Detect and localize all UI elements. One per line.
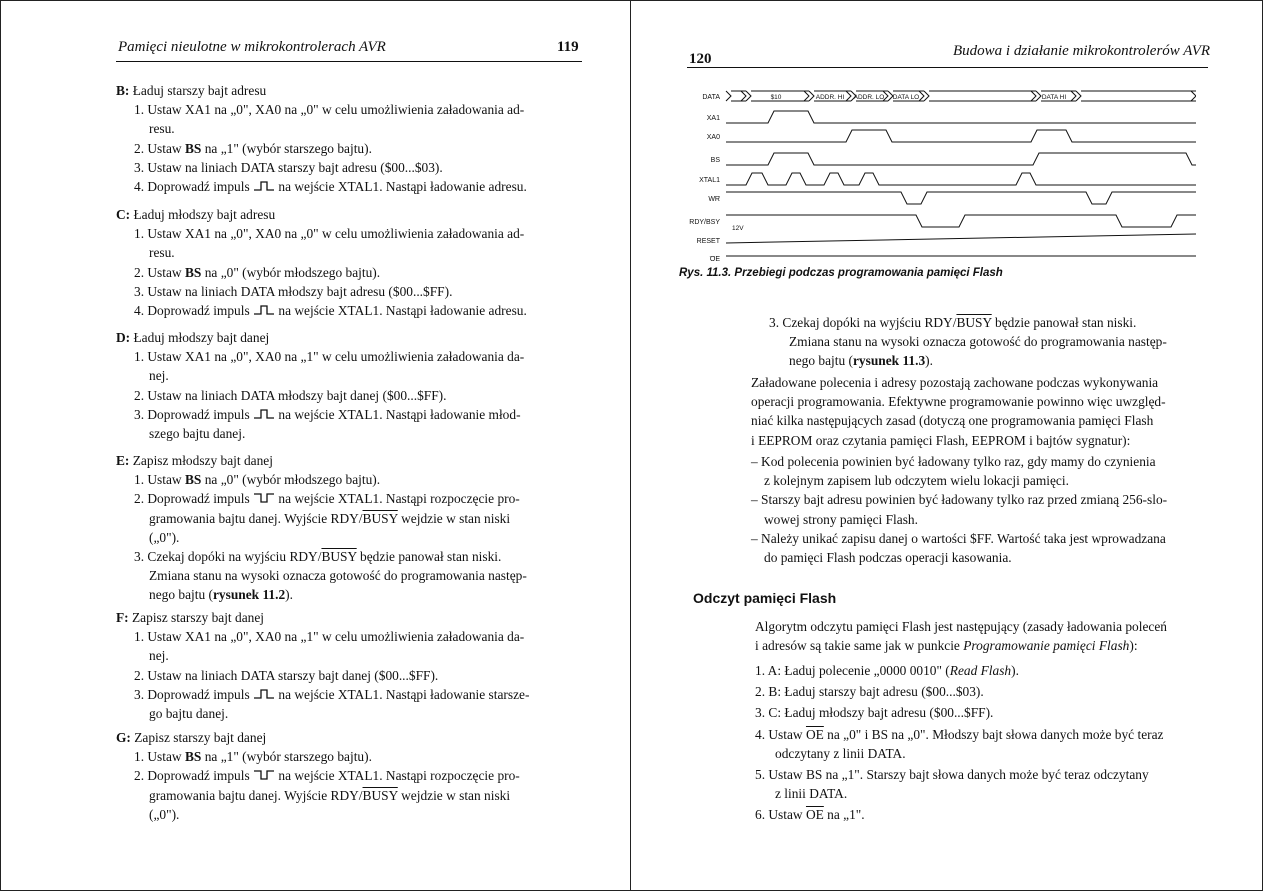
item-number: 3. <box>134 406 148 422</box>
header-rule <box>687 67 1208 68</box>
list-item <box>116 747 584 766</box>
item-number: 2. <box>134 387 148 403</box>
item-text: Czekaj dopóki na wyjściu RDY/BUSY będzie panował stan niski. <box>147 549 502 565</box>
item-number: 2. <box>134 768 148 784</box>
signal-label: BS <box>710 157 720 164</box>
section-letter: D: <box>116 330 131 345</box>
section-letter: F: <box>116 610 129 625</box>
section-title-text: Zapisz starszy bajt danej <box>132 610 264 625</box>
list-item <box>116 224 584 262</box>
negative-pulse-icon <box>253 492 275 504</box>
item-text: Ustaw na liniach DATA starszy bajt danej ($00...$FF). <box>147 667 439 683</box>
item-text-after-pulse: na wejście XTAL1. Nastąpi ładowanie adresu. <box>278 303 527 319</box>
item-continuation: z linii DATA. <box>775 786 848 802</box>
right-page <box>630 0 1263 891</box>
item-text: Doprowadź impuls <box>147 686 250 702</box>
list-item <box>755 805 1221 824</box>
item-continuation: („0"). <box>149 806 180 822</box>
data-bus-edge <box>804 91 809 101</box>
left-page <box>0 0 631 891</box>
list-item <box>116 282 584 301</box>
list-item <box>116 547 584 605</box>
item-text: Doprowadź impuls <box>147 179 250 195</box>
bullet-continuation: do pamięci Flash podczas operacji kasowania. <box>764 550 1012 566</box>
item-text: na „0" i BS na „0". Młodszy bajt słowa danych może być teraz <box>823 726 1164 742</box>
list-item <box>116 470 584 489</box>
item-number: 1. <box>134 472 148 488</box>
section-title-text: Zapisz młodszy bajt danej <box>132 453 273 468</box>
section-title-text: Ładuj młodszy bajt adresu <box>133 207 276 222</box>
bullet-list <box>751 452 1221 567</box>
item-number: 1. <box>134 226 148 242</box>
signal-label: DATA <box>702 94 720 101</box>
paragraph <box>755 617 1221 655</box>
left-running-title: Pamięci nieulotne w mikrokontrolerach AVR <box>118 39 386 55</box>
item-text-after-pulse: na wejście XTAL1. Nastąpi rozpoczęcie pro- <box>278 768 520 784</box>
paragraph-line: ): <box>1129 638 1138 654</box>
item-text: Ustaw XA1 na „0", XA0 na „1" w celu umożliwienia załadowania da- <box>147 349 525 365</box>
signal-label: OE <box>709 256 720 262</box>
section-title <box>116 205 584 224</box>
item-text-after-pulse: na wejście XTAL1. Nastąpi ładowanie adresu. <box>278 179 527 195</box>
item-text: C: Ładuj młodszy bajt adresu ($00...$FF). <box>768 705 994 721</box>
bullet-continuation: z kolejnym zapisem lub odczytem wielu lokacji pamięci. <box>764 473 1069 489</box>
item-number: 4. <box>134 303 148 319</box>
item-number: 2. <box>755 684 769 700</box>
data-bus-edge <box>1031 91 1036 101</box>
bullet-item <box>751 490 1221 528</box>
instruction-section <box>116 451 584 605</box>
emphasis: Programowanie pamięci Flash <box>963 638 1130 654</box>
list-item <box>116 263 584 282</box>
item-number: 2. <box>134 491 148 507</box>
list-item <box>116 177 584 196</box>
data-bus-edge <box>1071 91 1076 101</box>
list-item <box>116 489 584 547</box>
section-letter: C: <box>116 207 131 222</box>
item-text: na „1". <box>823 807 865 823</box>
read-flash-steps <box>755 661 1221 827</box>
section-title-text: Ładuj młodszy bajt danej <box>133 330 270 345</box>
data-bus-edge <box>846 91 851 101</box>
header-rule <box>116 61 582 62</box>
data-bus-edge <box>809 91 814 101</box>
section-title <box>116 451 584 470</box>
section-letter: G: <box>116 730 131 745</box>
item-continuation: resu. <box>149 121 175 137</box>
item-continuation: nego bajtu (rysunek 11.2). <box>149 587 293 603</box>
item-text: Ustaw BS na „0" (wybór młodszego bajtu). <box>147 472 381 488</box>
rdy-bsy-waveform <box>726 215 1196 227</box>
item-continuation: resu. <box>149 245 175 261</box>
right-running-title: Budowa i działanie mikrokontrolerów AVR <box>953 43 1211 59</box>
signal-label: WR <box>708 196 720 203</box>
data-bus-label: ADDR. LO <box>853 94 885 101</box>
item-text: Ustaw XA1 na „0", XA0 na „1" w celu umożliwienia załadowania da- <box>147 629 525 645</box>
bs-waveform <box>726 153 1196 165</box>
negative-pulse-icon <box>253 769 275 781</box>
item-number: 3. <box>134 686 148 702</box>
item-number: 3. <box>134 549 148 565</box>
item-continuation: („0"). <box>149 529 180 545</box>
item-text: Doprowadź impuls <box>147 303 250 319</box>
item-text: B: Ładuj starszy bajt adresu ($00...$03). <box>768 684 984 700</box>
item-number: 1. <box>134 629 148 645</box>
item-number: 4. <box>134 179 148 195</box>
data-bus-edge <box>726 91 731 101</box>
item-number: 1. <box>755 663 768 678</box>
section-title <box>116 81 584 100</box>
data-bus-edge <box>924 91 929 101</box>
item-text: Ustaw XA1 na „0", XA0 na „0" w celu umożliwienia załadowania ad- <box>147 102 525 118</box>
left-page-number: 119 <box>557 39 579 55</box>
section-title <box>116 328 584 347</box>
item-number: 3. <box>755 705 769 721</box>
item-number: 1. <box>134 349 148 365</box>
item-continuation: gramowania bajtu danej. Wyjście RDY/BUSY wejdzie w stan niski <box>149 787 511 803</box>
bullet-text: – Należy unikać zapisu danej o wartości $FF. Wartość taka jest wprowadzana <box>751 530 1166 546</box>
item-number: 3. <box>769 315 783 330</box>
item-text: Ustaw na liniach DATA starszy bajt adresu ($00...$03). <box>147 159 443 175</box>
list-item <box>116 158 584 177</box>
item-continuation: go bajtu danej. <box>149 706 229 722</box>
instruction-section <box>116 728 584 824</box>
section-subheading: Odczyt pamięci Flash <box>693 590 837 606</box>
item-number: 6. <box>755 807 769 823</box>
list-item <box>755 703 1221 722</box>
item-text: Doprowadź impuls <box>147 491 250 507</box>
list-item <box>755 765 1221 803</box>
item-text-after-pulse: na wejście XTAL1. Nastąpi ładowanie młod- <box>278 406 521 422</box>
item-text: Ustaw na liniach DATA młodszy bajt adresu ($00...$FF). <box>147 283 453 299</box>
data-bus-edge <box>1076 91 1081 101</box>
list-item <box>116 386 584 405</box>
data-bus-label: DATA LO <box>892 94 920 101</box>
paragraph-line: i adresów są takie same jak w punkcie <box>755 638 964 654</box>
paragraph <box>751 373 1221 450</box>
item-continuation: Zmiana stanu na wysoki oznacza gotowość do programowania następ- <box>149 568 527 584</box>
xa0-waveform <box>726 130 1196 142</box>
positive-pulse-icon <box>253 408 275 420</box>
item-text: Ustaw na liniach DATA młodszy bajt danej ($00...$FF). <box>147 387 447 403</box>
list-item <box>116 405 584 443</box>
step-3-continued <box>769 313 1209 371</box>
item-text-after-pulse: na wejście XTAL1. Nastąpi ładowanie starsze- <box>278 686 530 702</box>
item-continuation: Zmiana stanu na wysoki oznacza gotowość do programowania następ- <box>789 334 1167 350</box>
figure-caption: Rys. 11.3. Przebiegi podczas programowania pamięci Flash <box>679 267 1003 279</box>
right-page-number: 120 <box>689 51 712 67</box>
item-number: 2. <box>134 667 148 683</box>
item-continuation: nego bajtu (rysunek 11.3). <box>789 353 933 369</box>
list-item <box>116 301 584 320</box>
section-title-text: Zapisz starszy bajt danej <box>134 730 267 745</box>
item-text: Ustaw BS na „0" (wybór młodszego bajtu). <box>147 264 381 280</box>
positive-pulse-icon <box>253 304 275 316</box>
data-bus-label: ADDR. HI <box>815 94 845 101</box>
item-text: Ustaw BS na „1" (wybór starszego bajtu). <box>147 749 372 765</box>
item-continuation: szego bajtu danej. <box>149 426 246 442</box>
xa1-waveform <box>726 111 1196 123</box>
bullet-text: – Starszy bajt adresu powinien być ładowany tylko raz przed zmianą 256-slo- <box>751 492 1168 508</box>
section-title <box>116 728 584 747</box>
item-text: ). <box>1011 663 1019 678</box>
signal-label: RESET <box>696 238 720 245</box>
bullet-item <box>751 529 1221 567</box>
item-number: 3. <box>134 159 148 175</box>
indent <box>769 334 1167 349</box>
list-item <box>116 766 584 824</box>
xtal1-waveform <box>726 173 1196 185</box>
bullet-item <box>751 452 1221 490</box>
list-item <box>755 725 1221 763</box>
reset-waveform <box>726 234 1196 243</box>
instruction-section <box>116 328 584 443</box>
instruction-section <box>116 205 584 320</box>
overlined-signal: $\overline{OE}$ <box>805 807 824 823</box>
positive-pulse-icon <box>253 688 275 700</box>
overlined-signal: $\overline{OE}$ <box>805 726 824 742</box>
item-text: Ustaw <box>768 726 806 742</box>
item-number: 2. <box>134 264 148 280</box>
list-item <box>116 347 584 385</box>
item-text: Ustaw BS na „1" (wybór starszego bajtu). <box>147 140 372 156</box>
item-continuation: gramowania bajtu danej. Wyjście RDY/BUSY wejdzie w stan niski <box>149 510 511 526</box>
item-continuation: odczytany z linii DATA. <box>775 745 906 761</box>
item-text: Ustaw BS na „1". Starszy bajt słowa danych może być teraz odczytany <box>768 767 1149 783</box>
item-text: A: Ładuj polecenie „0000 0010" ( <box>767 663 950 678</box>
list-item <box>116 666 584 685</box>
bullet-continuation: wowej strony pamięci Flash. <box>764 511 918 527</box>
instruction-section <box>116 608 584 723</box>
signal-label: XTAL1 <box>699 177 720 184</box>
item-text: Ustaw XA1 na „0", XA0 na „0" w celu umożliwienia załadowania ad- <box>147 226 525 242</box>
positive-pulse-icon <box>253 180 275 192</box>
data-bus-edge <box>1036 91 1041 101</box>
section-letter: E: <box>116 453 130 468</box>
signal-label: XA1 <box>706 115 720 122</box>
item-text: Ustaw <box>768 807 806 823</box>
data-bus-edge <box>746 91 751 101</box>
section-letter: B: <box>116 83 130 98</box>
item-text: Doprowadź impuls <box>147 406 250 422</box>
instruction-section <box>116 81 584 196</box>
section-title-text: Ładuj starszy bajt adresu <box>132 83 267 98</box>
item-text: Czekaj dopóki na wyjściu RDY/BUSY będzie panował stan niski. <box>782 315 1137 330</box>
item-number: 1. <box>134 749 148 765</box>
emphasis: Read Flash <box>949 663 1012 678</box>
list-item <box>116 139 584 158</box>
data-bus-edge <box>1191 91 1196 101</box>
signal-label: RDY/BSY <box>689 219 720 226</box>
data-bus-label: $10 <box>770 94 782 101</box>
data-bus-edge <box>919 91 924 101</box>
item-continuation: nej. <box>149 368 169 384</box>
wr-waveform <box>726 192 1196 204</box>
indent <box>769 353 933 368</box>
paragraph-line: operacji programowania. Efektywne programowanie powinno więc uwzględ- <box>751 394 1166 410</box>
item-number: 5. <box>755 767 769 783</box>
bullet-text: – Kod polecenia powinien być ładowany tylko raz, gdy mamy do czynienia <box>751 454 1156 469</box>
item-text-after-pulse: na wejście XTAL1. Nastąpi rozpoczęcie pro- <box>278 491 520 507</box>
paragraph-line: Załadowane polecenia i adresy pozostają zachowane podczas wykonywania <box>751 375 1159 390</box>
item-number: 4. <box>755 726 769 742</box>
list-item <box>755 682 1221 701</box>
item-number: 2. <box>134 140 148 156</box>
list-item <box>116 627 584 665</box>
item-continuation: nej. <box>149 648 169 664</box>
item-number: 3. <box>134 283 148 299</box>
list-item <box>116 100 584 138</box>
voltage-label: 12V <box>732 225 744 232</box>
list-item <box>755 661 1221 680</box>
paragraph-line: Algorytm odczytu pamięci Flash jest następujący (zasady ładowania poleceń <box>755 619 1167 634</box>
paragraph-line: i EEPROM oraz czytania pamięci Flash, EEPROM i bajtów sygnatur): <box>751 432 1131 448</box>
list-item <box>116 685 584 723</box>
item-text: Doprowadź impuls <box>147 768 250 784</box>
paragraph-line: niać kilka następujących zasad (dotyczą one programowania pamięci Flash <box>751 413 1154 429</box>
data-bus-label: DATA HI <box>1041 94 1067 101</box>
item-number: 1. <box>134 102 148 118</box>
section-title <box>116 608 584 627</box>
data-bus-edge <box>741 91 746 101</box>
signal-label: XA0 <box>706 134 720 141</box>
timing-diagram <box>676 77 1196 262</box>
